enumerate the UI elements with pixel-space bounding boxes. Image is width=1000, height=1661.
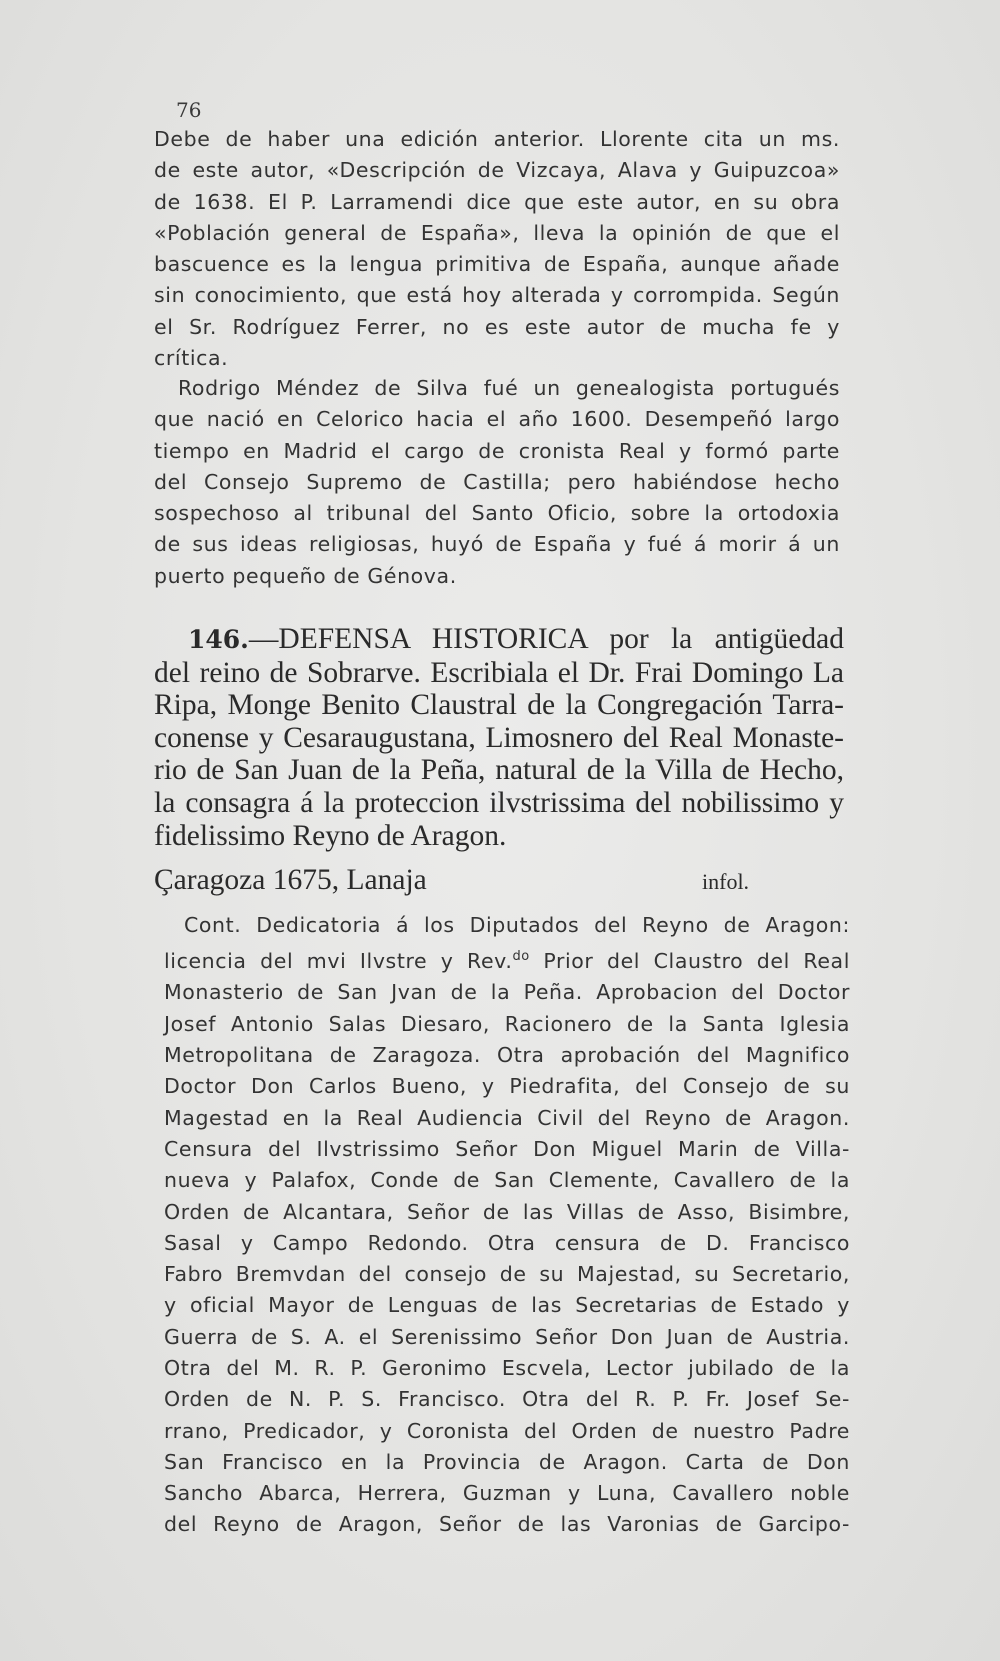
paragraph-biography: [154, 373, 840, 592]
text-line: crítica.: [154, 346, 229, 371]
text-line: sin conocimiento, que está hoy alterada y corrompida. Según: [154, 283, 840, 308]
text-line: Metropolitana de Zaragoza. Otra aprobación del Magnifico: [164, 1043, 850, 1068]
text-line: sospechoso al tribunal del Santo Oficio, sobre la ortodoxia: [154, 501, 840, 526]
bibliographic-entry: [154, 623, 844, 852]
superscript: do: [512, 949, 530, 965]
text-line: Josef Antonio Salas Diesaro, Racionero de la Santa Iglesia: [164, 1011, 850, 1036]
text-line: el Sr. Rodríguez Ferrer, no es este autor de mucha fe y: [154, 314, 840, 339]
imprint-place: Çaragoza 1675, Lanaja: [154, 864, 427, 896]
text-line: conense y Cesaraugustana, Limosnero del Real Monaste-: [154, 721, 844, 754]
text-line: tiempo en Madrid el cargo de cronista Real y formó parte: [154, 438, 840, 463]
text-line: nueva y Palafox, Conde de San Clemente, Cavallero de la: [164, 1168, 850, 1193]
text-line: del Reyno de Aragon, Señor de las Varonias de Garcipo-: [164, 1512, 850, 1537]
text-line: la consagra á la proteccion ilvstrissima del nobilissimo y: [154, 786, 844, 819]
text-line: Cont. Dedicatoria á los Diputados del Reyno de Aragon:: [184, 913, 850, 937]
text-line: Censura del Ilvstrissimo Señor Don Miguel Marin de Villa-: [164, 1136, 850, 1161]
text-line: Sasal y Campo Redondo. Otra censura de D. Francisco: [164, 1230, 850, 1255]
text-line: «Población general de España», lleva la opinión de que el: [154, 220, 840, 245]
text-line: San Francisco en la Provincia de Aragon. Carta de Don: [164, 1449, 850, 1474]
text-segment: Prior del Claustro del Real: [529, 949, 850, 974]
text-segment: licencia del mvi Ilvstre y Rev.: [164, 949, 513, 974]
text-line: del reino de Sobrarve. Escribiala el Dr. Frai Domingo La: [154, 656, 844, 689]
text-line: bascuence es la lengua primitiva de España, aunque añade: [154, 252, 840, 277]
text-line: Orden de Alcantara, Señor de las Villas de Asso, Bisimbre,: [164, 1199, 850, 1224]
text-line: [164, 941, 850, 977]
page-number: 76: [176, 98, 202, 122]
paragraph-notes: [154, 124, 840, 374]
text-line: y oficial Mayor de Lenguas de las Secretarias de Estado y: [164, 1293, 850, 1318]
text-line: Otra del M. R. P. Geronimo Escvela, Lector jubilado de la: [164, 1355, 850, 1380]
text-line: de este autor, «Descripción de Vizcaya, Alava y Guipuzcoa»: [154, 158, 840, 183]
text-line: Rodrigo Méndez de Silva fué un genealogista portugués: [178, 376, 840, 400]
text-line: de sus ideas religiosas, huyó de España y fué á morir á un: [154, 532, 840, 557]
text-line: rio de San Juan de la Peña, natural de la Villa de Hecho,: [154, 754, 844, 787]
text-line: Monasterio de San Jvan de la Peña. Aprobacion del Doctor: [164, 980, 850, 1005]
text-line: Fabro Bremvdan del consejo de su Majestad, su Secretario,: [164, 1262, 850, 1287]
text-line: Orden de N. P. S. Francisco. Otra del R. P. Fr. Josef Se-: [164, 1387, 850, 1412]
text-line: Guerra de S. A. el Serenissimo Señor Don Juan de Austria.: [164, 1324, 850, 1349]
text-line: fidelissimo Reyno de Aragon.: [154, 819, 507, 852]
text-line: Magestad en la Real Audiencia Civil del Reyno de Aragon.: [164, 1105, 850, 1130]
imprint-line: [154, 864, 844, 904]
text-line: de 1638. El P. Larramendi dice que este autor, en su obra: [154, 189, 840, 214]
text-line: Ripa, Monge Benito Claustral de la Congregación Tarra-: [154, 689, 844, 722]
text-line: que nació en Celorico hacia el año 1600. Desempeñó largo: [154, 407, 840, 432]
text-line: Sancho Abarca, Herrera, Guzman y Luna, Cavallero noble: [164, 1481, 850, 1506]
text-line: rrano, Predicador, y Coronista del Orden de nuestro Padre: [164, 1418, 850, 1443]
entry-title-start: —DEFENSA HISTORICA por la antigüedad: [248, 623, 844, 655]
entry-first-line: [154, 623, 844, 657]
contents-paragraph: [164, 910, 850, 1541]
text-line: Debe de haber una edición anterior. Llorente cita un ms.: [154, 127, 840, 151]
imprint-format: infol.: [702, 869, 750, 894]
entry-number: 146.: [188, 625, 249, 654]
text-line: Doctor Don Carlos Bueno, y Piedrafita, del Consejo de su: [164, 1074, 850, 1099]
text-line: del Consejo Supremo de Castilla; pero habiéndose hecho: [154, 469, 840, 494]
text-line: puerto pequeño de Génova.: [154, 563, 457, 588]
